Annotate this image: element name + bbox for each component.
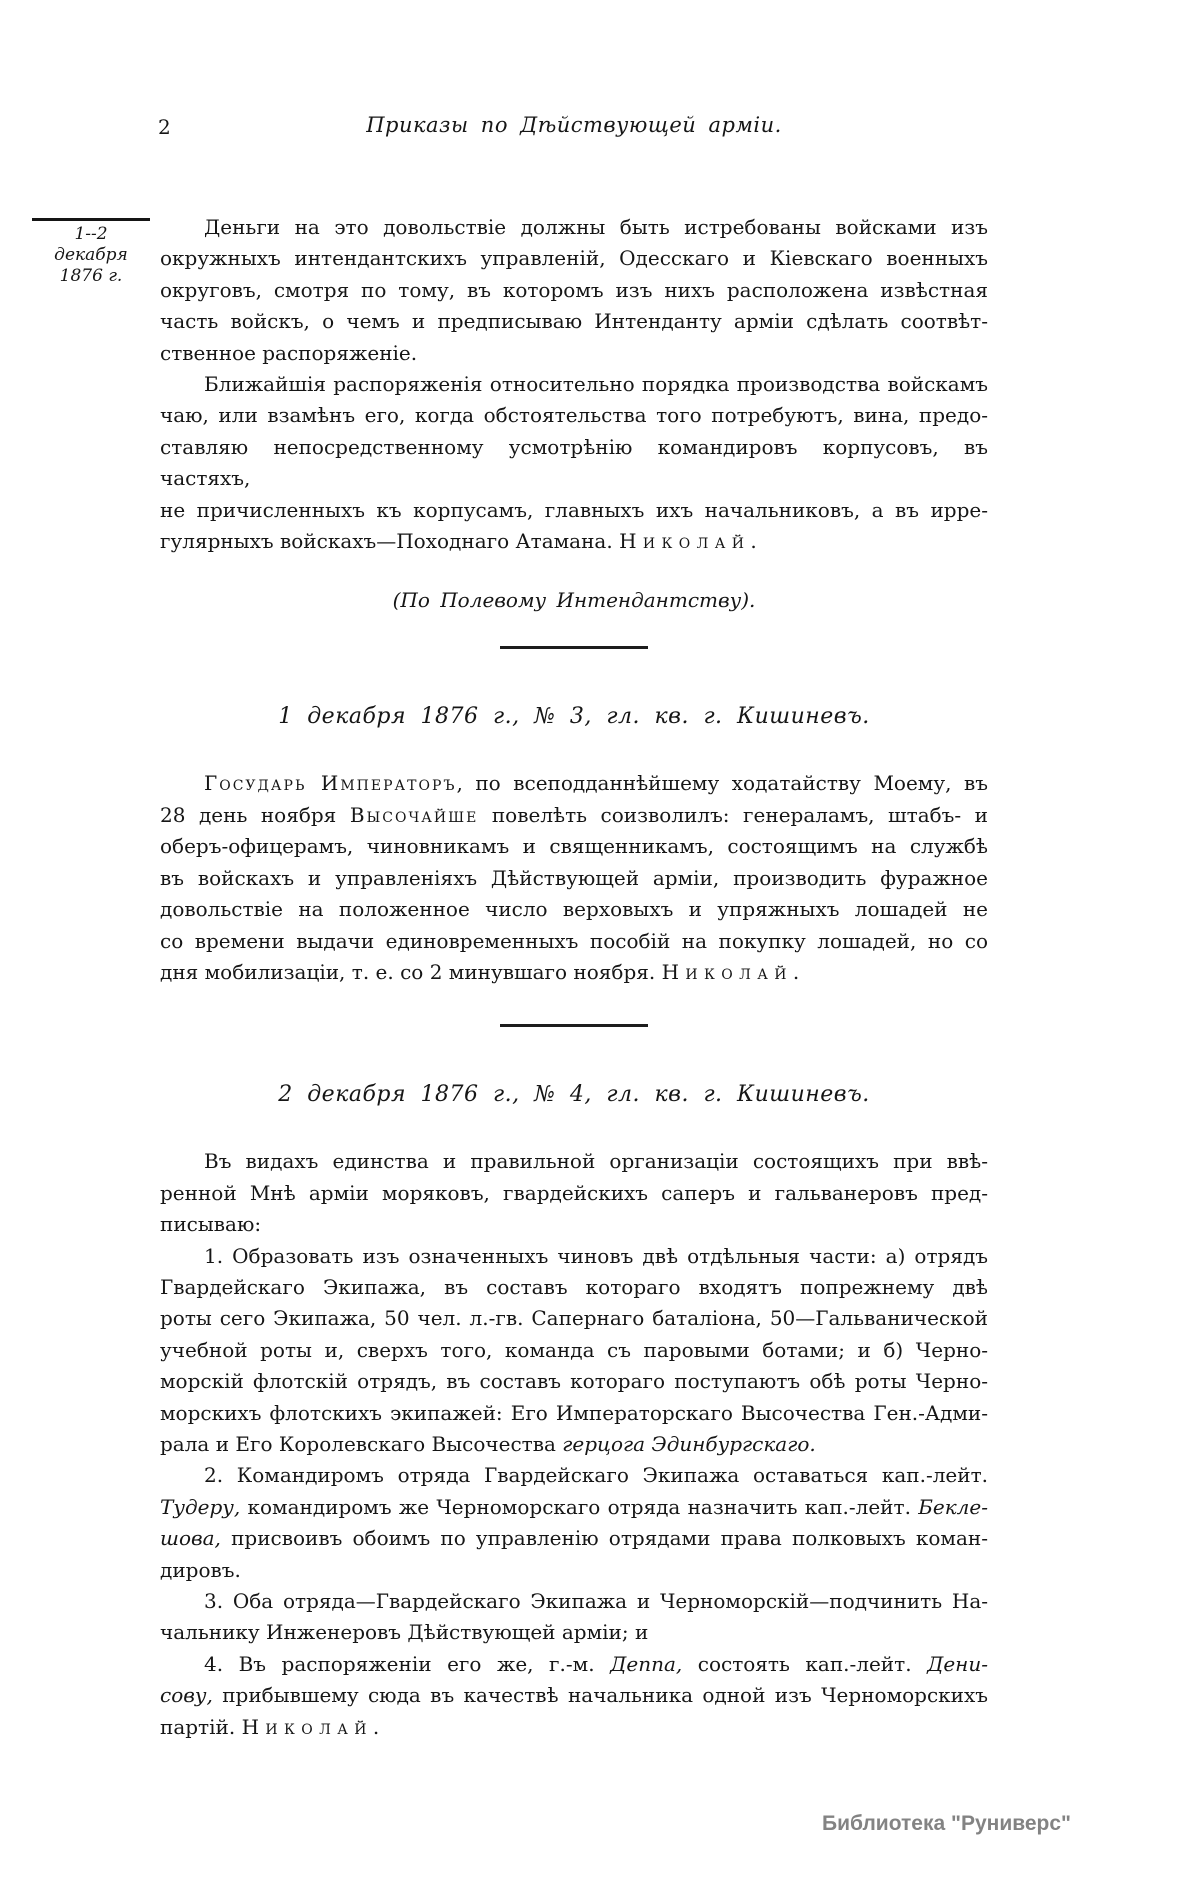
text-segment: Гвардейскаго Экипажа, въ составъ котораго входятъ попрежнему двѣ [160,1274,988,1299]
running-title: Приказы по Дѣйствующей арміи. [366,113,782,137]
margin-note-rule [32,218,150,221]
page-header [160,113,988,143]
text-line [160,1146,988,1177]
text-segment: шова, [160,1526,221,1551]
text-segment: учебной роты и, сверхъ того, команда съ паровыми ботами; и б) Черно- [160,1337,988,1362]
text-segment: Тудеру, [160,1494,241,1519]
text-line [160,243,988,274]
text-segment: со времени выдачи единовременныхъ пособій на покупку лошадей, но со [160,928,988,953]
text-segment: командиромъ же Черноморскаго отряда назначить кап.-лейт. [240,1494,919,1519]
text-line [160,1680,988,1711]
text-line [160,1209,988,1240]
order-heading-no3: 1 декабря 1876 г., № 3, гл. кв. г. Кишиневъ. [278,704,870,730]
text-segment: Въ видахъ единства и правильной организаціи состоящихъ при ввѣ- [204,1149,988,1174]
text-line [160,957,988,988]
text-line [160,495,988,526]
text-line [160,1429,988,1460]
text-line [160,831,988,862]
text-segment: состоять кап.-лейт. [682,1651,928,1676]
text-line [160,894,988,925]
royal-signature: Николай. [661,959,806,984]
text-line [160,1241,988,1272]
text-segment: окружныхъ интендантскихъ управленій, Одесскаго и Кіевскаго военныхъ [160,246,988,271]
text-line [160,212,988,243]
text-line [160,1272,988,1303]
text-segment: округовъ, смотря по тому, въ которомъ изъ нихъ расположена извѣстная [160,277,988,302]
text-segment: сову, [160,1683,213,1708]
text-line [160,863,988,894]
text-line [160,1178,988,1209]
document-body [160,212,988,1743]
text-segment: чаю, или взамѣнъ его, когда обстоятельства того потребуютъ, вина, предо- [160,403,988,428]
order-item-2 [160,1460,988,1586]
text-segment: Высочайше [349,802,479,827]
text-line [160,432,988,495]
text-line [160,275,988,306]
text-segment: морскихъ флотскихъ экипажей: Его Императорскаго Высочества Ген.-Адми- [160,1400,988,1425]
order-item-4 [160,1649,988,1743]
text-segment: въ войскахъ и управленіяхъ Дѣйствующей арміи, производить фуражное [160,865,988,890]
text-segment: Бекле- [918,1494,988,1519]
text-segment: присвоивъ обоимъ по управленію отрядами права полковыхъ коман- [220,1526,988,1551]
text-segment: Государь Императоръ [204,771,457,796]
order-paragraph-tea-wine [160,369,988,557]
text-segment: Деппа, [610,1651,683,1676]
text-line [160,1460,988,1491]
order-heading-no4: 2 декабря 1876 г., № 4, гл. кв. г. Кишиневъ. [278,1082,870,1108]
text-line [160,926,988,957]
text-segment: 4. Въ распоряженіи его же, г.-м. [204,1651,611,1676]
order-paragraph-money [160,212,988,369]
text-segment: 3. Оба отряда—Гвардейскаго Экипажа и Черноморскій—подчинить На- [204,1589,988,1613]
text-line [160,369,988,400]
text-segment: прибывшему сюда въ качествѣ начальника одной изъ Черноморскихъ [212,1683,988,1708]
text-segment: ренной Мнѣ арміи моряковъ, гвардейскихъ саперъ и гальванеровъ пред- [160,1180,988,1205]
text-segment: оберъ-офицерамъ, чиновникамъ и священникамъ, состоящимъ на службѣ [160,834,988,859]
margin-note-line: декабря [54,245,128,265]
text-line [160,1335,988,1366]
text-segment: Дени- [927,1651,988,1676]
royal-signature: Николай. [619,529,764,554]
text-segment: гулярныхъ войскахъ—Походнаго Атамана. [160,529,620,554]
text-segment: 1. Образовать изъ означенныхъ чиновъ двѣ отдѣльныя части: а) отрядъ [204,1243,988,1268]
text-line [160,1555,988,1586]
text-segment: дировъ. [160,1557,241,1582]
text-segment: морскій флотскій отрядъ, въ составъ котораго поступаютъ обѣ роты Черно- [160,1369,988,1394]
text-line [160,338,988,369]
margin-note-line: 1--2 [74,224,108,244]
order-paragraph-forage [160,768,988,988]
margin-note-line: 1876 г. [59,266,123,286]
text-segment: Деньги на это довольствіе должны быть истребованы войсками изъ [204,215,988,239]
text-line [160,400,988,431]
text-segment: Ближайшія распоряженія относительно порядка производства войскамъ [204,372,988,397]
text-segment: довольствіе на положенное число верховыхъ и упряжныхъ лошадей не [160,897,988,922]
text-line [160,1617,988,1648]
royal-signature: Николай. [241,1714,386,1739]
text-segment: герцога Эдинбургскаго. [562,1431,816,1456]
text-segment: 28 день ноября [160,802,350,827]
order-item-1 [160,1241,988,1461]
text-line [160,526,988,557]
text-segment: часть войскъ, о чемъ и предписываю Интенданту арміи сдѣлать соотвѣт- [160,309,988,334]
text-line [160,1366,988,1397]
department-note: (По Полевому Интендантству). [392,588,756,613]
section-divider [500,1024,648,1027]
text-segment: партій. [160,1714,242,1739]
order-paragraph-intro [160,1146,988,1240]
text-segment: дня мобилизаціи, т. е. со 2 минувшаго ноября. [160,959,662,984]
text-line [160,1586,988,1617]
library-watermark: Библиотека "Руниверс" [822,1812,1072,1835]
section-divider [500,646,648,649]
text-segment: ственное распоряженіе. [160,340,418,365]
text-segment: 2. Командиромъ отряда Гвардейскаго Экипажа оставаться кап.-лейт. [204,1463,988,1488]
text-line [160,1523,988,1554]
text-line [160,306,988,337]
text-line [160,1398,988,1429]
text-segment: писываю: [160,1212,262,1237]
text-segment: чальнику Инженеровъ Дѣйствующей арміи; и [160,1620,649,1645]
text-line [160,1303,988,1334]
text-segment: повелѣть соизволилъ: генераламъ, штабъ- и [478,802,988,827]
text-segment: , по всеподданнѣйшему ходатайству Моему, въ [456,771,988,796]
text-line [160,1649,988,1680]
text-segment: ставляю непосредственному усмотрѣнію командировъ корпусовъ, въ частяхъ, [160,434,988,491]
page-number: 2 [158,115,171,139]
text-line [160,768,988,799]
text-segment: не причисленныхъ къ корпусамъ, главныхъ ихъ начальниковъ, а въ ирре- [160,497,988,522]
text-segment: роты сего Экипажа, 50 чел. л.-гв. Сапернаго баталіона, 50—Гальванической [160,1306,988,1331]
text-line [160,800,988,831]
order-item-3 [160,1586,988,1649]
text-line [160,1712,988,1743]
text-segment: рала и Его Королевскаго Высочества [160,1431,563,1456]
margin-date-note [30,218,152,287]
text-line [160,1492,988,1523]
